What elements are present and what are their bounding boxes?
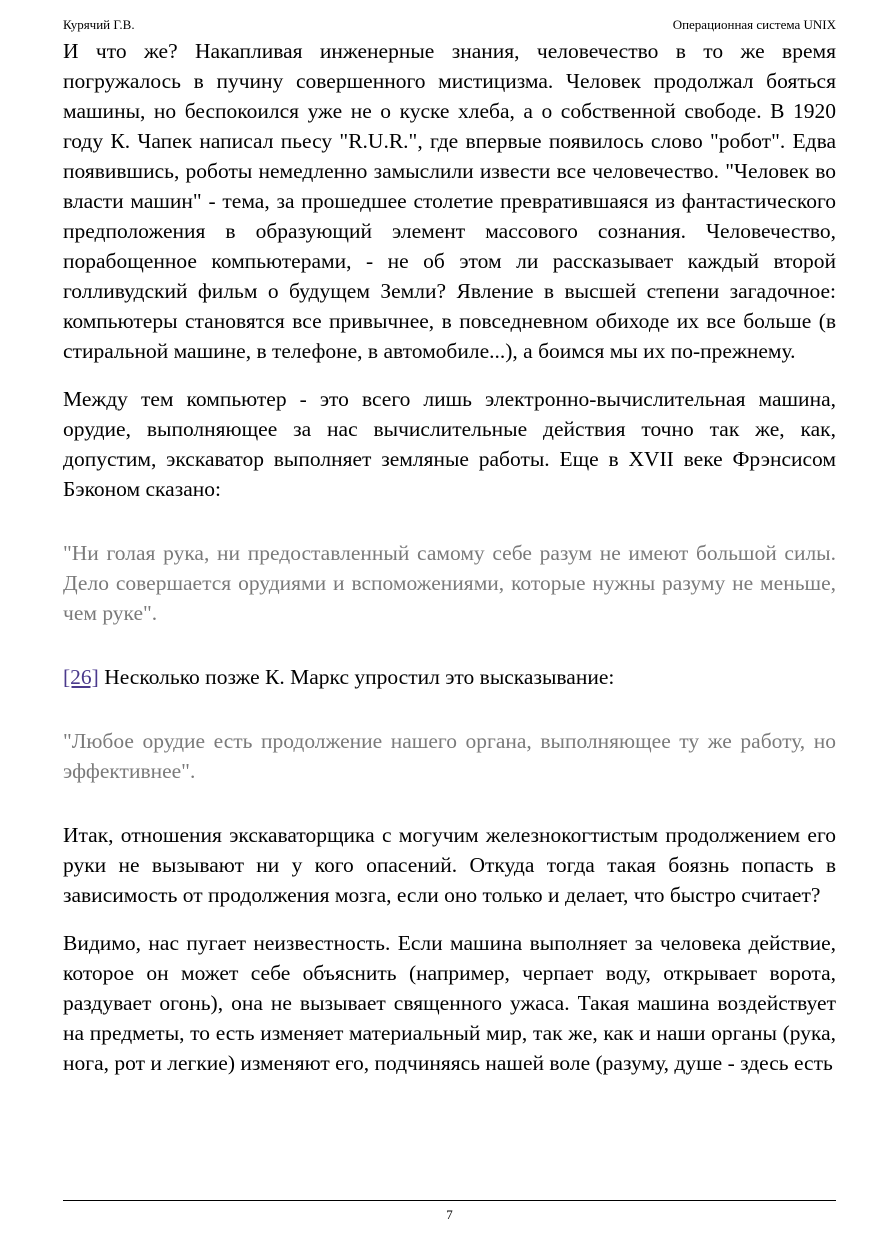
paragraph-mysticism: И что же? Накапливая инженерные знания, человечество в то же время погружалось в пучину совершенного мистицизма. Человек продолжал бояться машины, но беспокоился уже не о куске хлеба, а о собственной свободе. В 1920 году К. Чапек написал пьесу "R.U.R.", где впервые появилось слово "робот". Едва появившись, роботы немедленно замыслили извести все человечество. "Человек во власти машин" - тема, за прошедшее столетие превратившаяся из фантастического предположения в образующий элемент массового сознания. Человечество, порабощенное компьютерами, - не об этом ли рассказывает каждый второй голливудский фильм о будущем Земли? Явление в высшей степени загадочное: компьютеры становятся все привычнее, в повседневном обиходе их все больше (в стиральной машине, в телефоне, в автомобиле...), а боимся мы их по-прежнему. (63, 39, 836, 363)
running-header (63, 16, 836, 34)
paragraph-marx (63, 662, 836, 692)
quote-marx: "Любое орудие есть продолжение нашего органа, выполняющее ту же работу, но эффективнее". (63, 729, 836, 783)
quote-bacon: "Ни голая рука, ни предоставленный самому себе разум не имеют большой силы. Дело совершается орудиями и вспоможениями, которые нужны разуму не меньше, чем руке". (63, 541, 836, 625)
page-body (63, 36, 836, 1198)
page-number: 7 (446, 1207, 453, 1222)
body-text (63, 36, 836, 1078)
paragraph-unknown: Видимо, нас пугает неизвестность. Если машина выполняет за человека действие, которое он может себе объяснить (например, черпает воду, открывает ворота, раздувает огонь), она не вызывает священного ужаса. Такая машина воздействует на предметы, то есть изменяет материальный мир, так же, как и наши органы (рука, нога, рот и легкие) изменяют его, подчиняясь нашей воле (разуму, душе - здесь есть (63, 931, 836, 1075)
header-author: Курячий Г.В. (63, 17, 135, 32)
paragraph-marx-text: Несколько позже К. Маркс упростил это высказывание: (98, 665, 615, 689)
footer-divider (63, 1200, 836, 1201)
paragraph-computer-tool: Между тем компьютер - это всего лишь электронно-вычислительная машина, орудие, выполняющее за нас вычислительные действия точно так же, как, допустим, экскаватор выполняет земляные работы. Еще в XVII веке Фрэнсисом Бэконом сказано: (63, 387, 836, 501)
header-title: Операционная система UNIX (672, 17, 836, 32)
footnote-link-26[interactable]: [26] (63, 665, 99, 689)
paragraph-excavator: Итак, отношения экскаваторщика с могучим железнокогтистым продолжением его руки не вызывают ни у кого опасений. Откуда тогда такая боязнь попасть в зависимость от продолжения мозга, если оно только и делает, что быстро считает? (63, 823, 836, 907)
document-page (63, 0, 836, 1241)
